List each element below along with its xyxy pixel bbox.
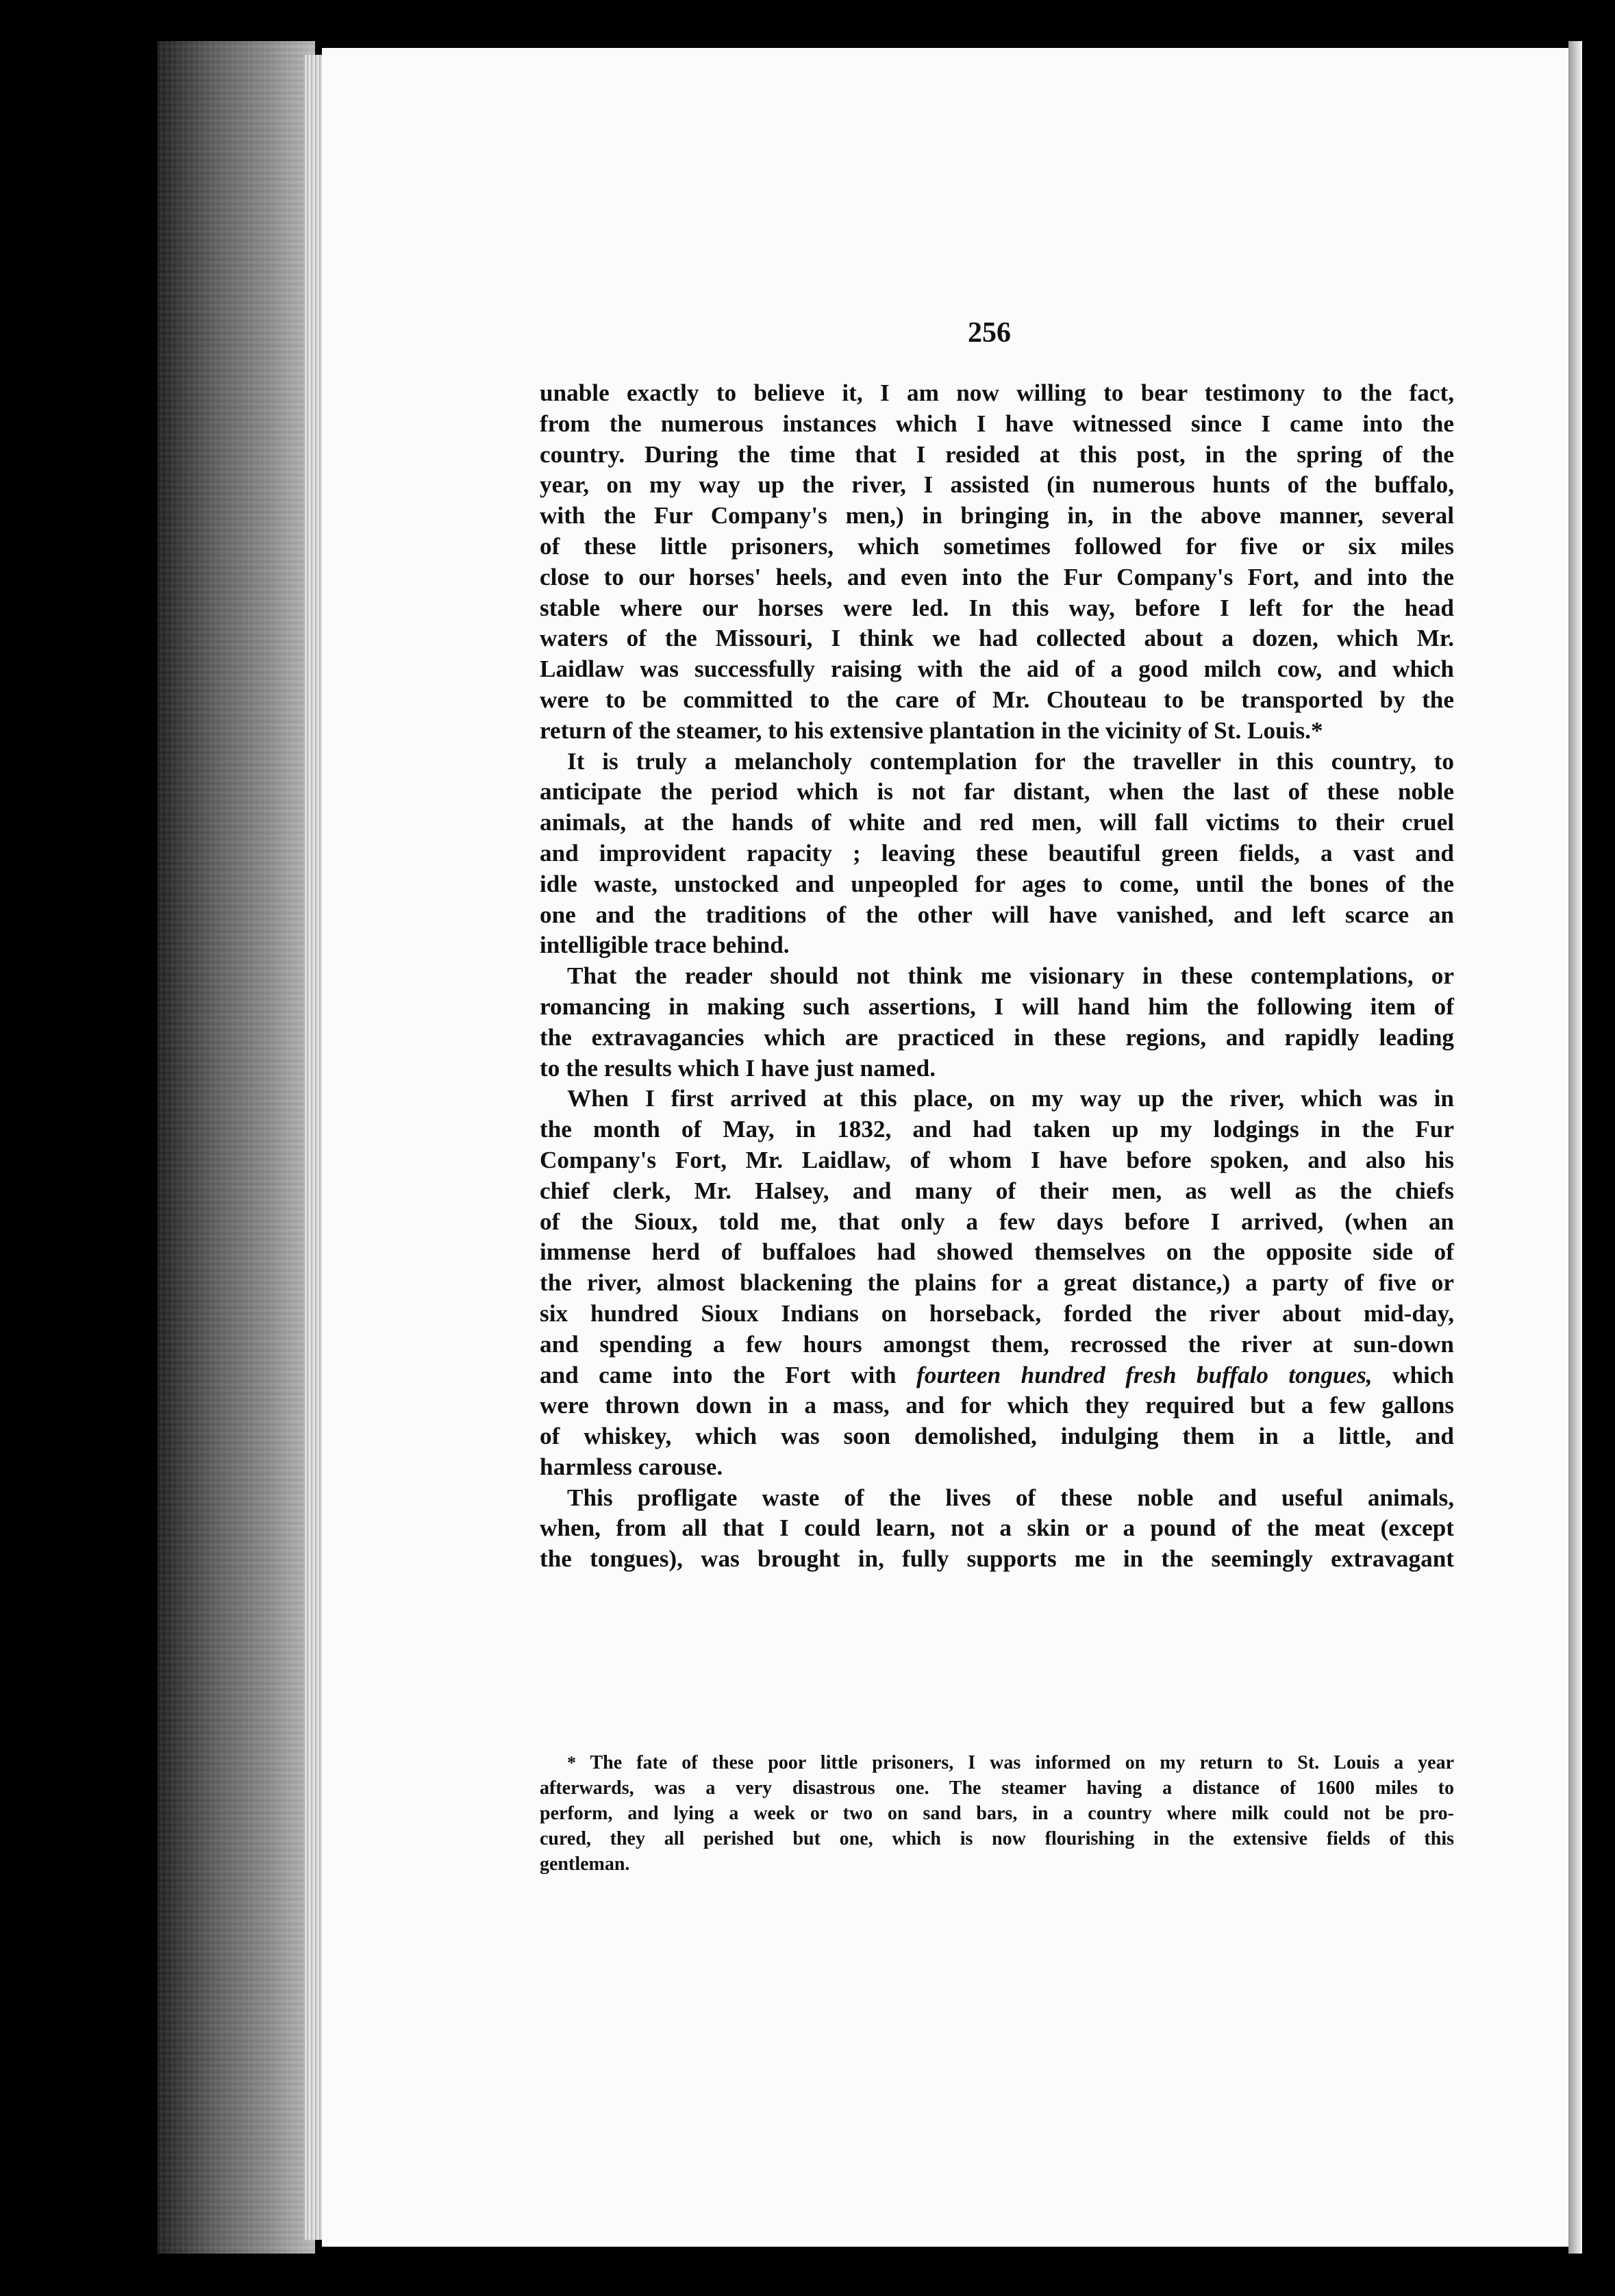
text-line: intelligible trace behind. — [540, 932, 790, 959]
text-line: were thrown down in a mass, and for which they required but a few gallons — [540, 1392, 1454, 1419]
text-line — [540, 1360, 1454, 1391]
text-line: were to be committed to the care of Mr. Chouteau to be transported by the — [540, 686, 1454, 713]
text-line: the month of May, in 1832, and had taken up my lodgings in the Fur — [540, 1116, 1454, 1143]
text-line: of whiskey, which was soon demolished, indulging them in a little, and — [540, 1423, 1454, 1450]
paragraph-3 — [540, 961, 1454, 1084]
text-line: anticipate the period which is not far distant, when the last of these noble — [540, 778, 1454, 806]
facing-page-edge — [1568, 41, 1582, 2254]
text-line: the extravagancies which are practiced in these regions, and rapidly leading — [540, 1023, 1454, 1051]
text-line: idle waste, unstocked and unpeopled for ages to come, until the bones of the — [540, 870, 1454, 897]
text-line: unable exactly to believe it, I am now willing to bear testimony to the fact, — [540, 379, 1454, 406]
text-line: the tongues), was brought in, fully supports me in the seemingly extravagant — [540, 1545, 1454, 1573]
text-line: and improvident rapacity ; leaving these beautiful green fields, a vast and — [540, 839, 1454, 866]
footnote-paragraph — [540, 1750, 1454, 1877]
text-line: close to our horses' heels, and even into the Fur Company's Fort, and into the — [540, 563, 1454, 590]
text-line: When I first arrived at this place, on my way up the river, which was in — [567, 1085, 1454, 1112]
text-line: romancing in making such assertions, I will hand him the following item of — [540, 993, 1454, 1020]
text-line: the river, almost blackening the plains for a great distance,) a party of five or — [540, 1269, 1454, 1297]
text-line: afterwards, was a very disastrous one. The steamer having a distance of 1600 miles to — [540, 1777, 1454, 1799]
text-line: to the results which I have just named. — [540, 1054, 936, 1082]
paragraph-1 — [540, 378, 1454, 747]
text-line: when, from all that I could learn, not a skin or a pound of the meat (except — [540, 1514, 1454, 1542]
text-line: stable where our horses were led. In this way, before I left for the head — [540, 594, 1454, 621]
text-line: Laidlaw was successfully raising with the aid of a good milch cow, and which — [540, 656, 1454, 683]
text-line: cured, they all perished but one, which is now flourishing in the extensive fields of this — [540, 1828, 1454, 1849]
paragraph-4 — [540, 1084, 1454, 1482]
text-line: waters of the Missouri, I think we had collected about a dozen, which Mr. — [540, 625, 1454, 652]
italic-phrase: fourteen hundred fresh buffalo tongues, — [916, 1361, 1373, 1388]
page-number: 256 — [968, 317, 1011, 349]
text-line: one and the traditions of the other will have vanished, and left scarce an — [540, 901, 1454, 928]
text-line — [540, 1750, 1454, 1775]
text-line: of these little prisoners, which sometimes followed for five or six miles — [540, 532, 1454, 560]
text-line: six hundred Sioux Indians on horseback, forded the river about mid-day, — [540, 1299, 1454, 1327]
text-line: and spending a few hours amongst them, recrossed the river at sun-down — [540, 1330, 1454, 1358]
text-line: immense herd of buffaloes had showed themselves on the opposite side of — [540, 1238, 1454, 1266]
text-line: with the Fur Company's men,) in bringing in, in the above manner, several — [540, 502, 1454, 529]
text-line: harmless carouse. — [540, 1453, 723, 1480]
text-line: It is truly a melancholy contemplation for the traveller in this country, to — [567, 747, 1454, 775]
text-line: perform, and lying a week or two on sand bars, in a country where milk could not be pro- — [540, 1803, 1454, 1824]
text-line: year, on my way up the river, I assisted (in numerous hunts of the buffalo, — [540, 471, 1454, 499]
text-line: from the numerous instances which I have witnessed since I came into the — [540, 410, 1454, 437]
text-segment: The fate of these poor little prisoners, I was informed on my return to St. Louis a year — [576, 1752, 1454, 1773]
paragraph-2 — [540, 747, 1454, 962]
text-line: animals, at the hands of white and red men, will fall victims to their cruel — [540, 809, 1454, 836]
text-line: This profligate waste of the lives of these noble and useful animals, — [567, 1484, 1454, 1511]
text-line: Company's Fort, Mr. Laidlaw, of whom I have before spoken, and also his — [540, 1146, 1454, 1173]
footnote-mark: * — [567, 1753, 576, 1773]
text-line: return of the steamer, to his extensive plantation in the vicinity of St. Louis.* — [540, 716, 1323, 744]
text-line: chief clerk, Mr. Halsey, and many of their men, as well as the chiefs — [540, 1177, 1454, 1204]
text-line: country. During the time that I resided at this post, in the spring of the — [540, 440, 1454, 468]
body-text — [540, 378, 1454, 1575]
text-segment: which — [1372, 1361, 1455, 1388]
text-line: gentleman. — [540, 1854, 630, 1875]
footnote — [540, 1750, 1454, 1877]
text-line: of the Sioux, told me, that only a few days before I arrived, (when an — [540, 1208, 1454, 1235]
book-page-edges — [158, 41, 315, 2254]
text-line: That the reader should not think me visionary in these contemplations, or — [567, 962, 1454, 990]
paragraph-5 — [540, 1483, 1454, 1575]
text-segment: and came into the Fort with — [540, 1361, 917, 1388]
